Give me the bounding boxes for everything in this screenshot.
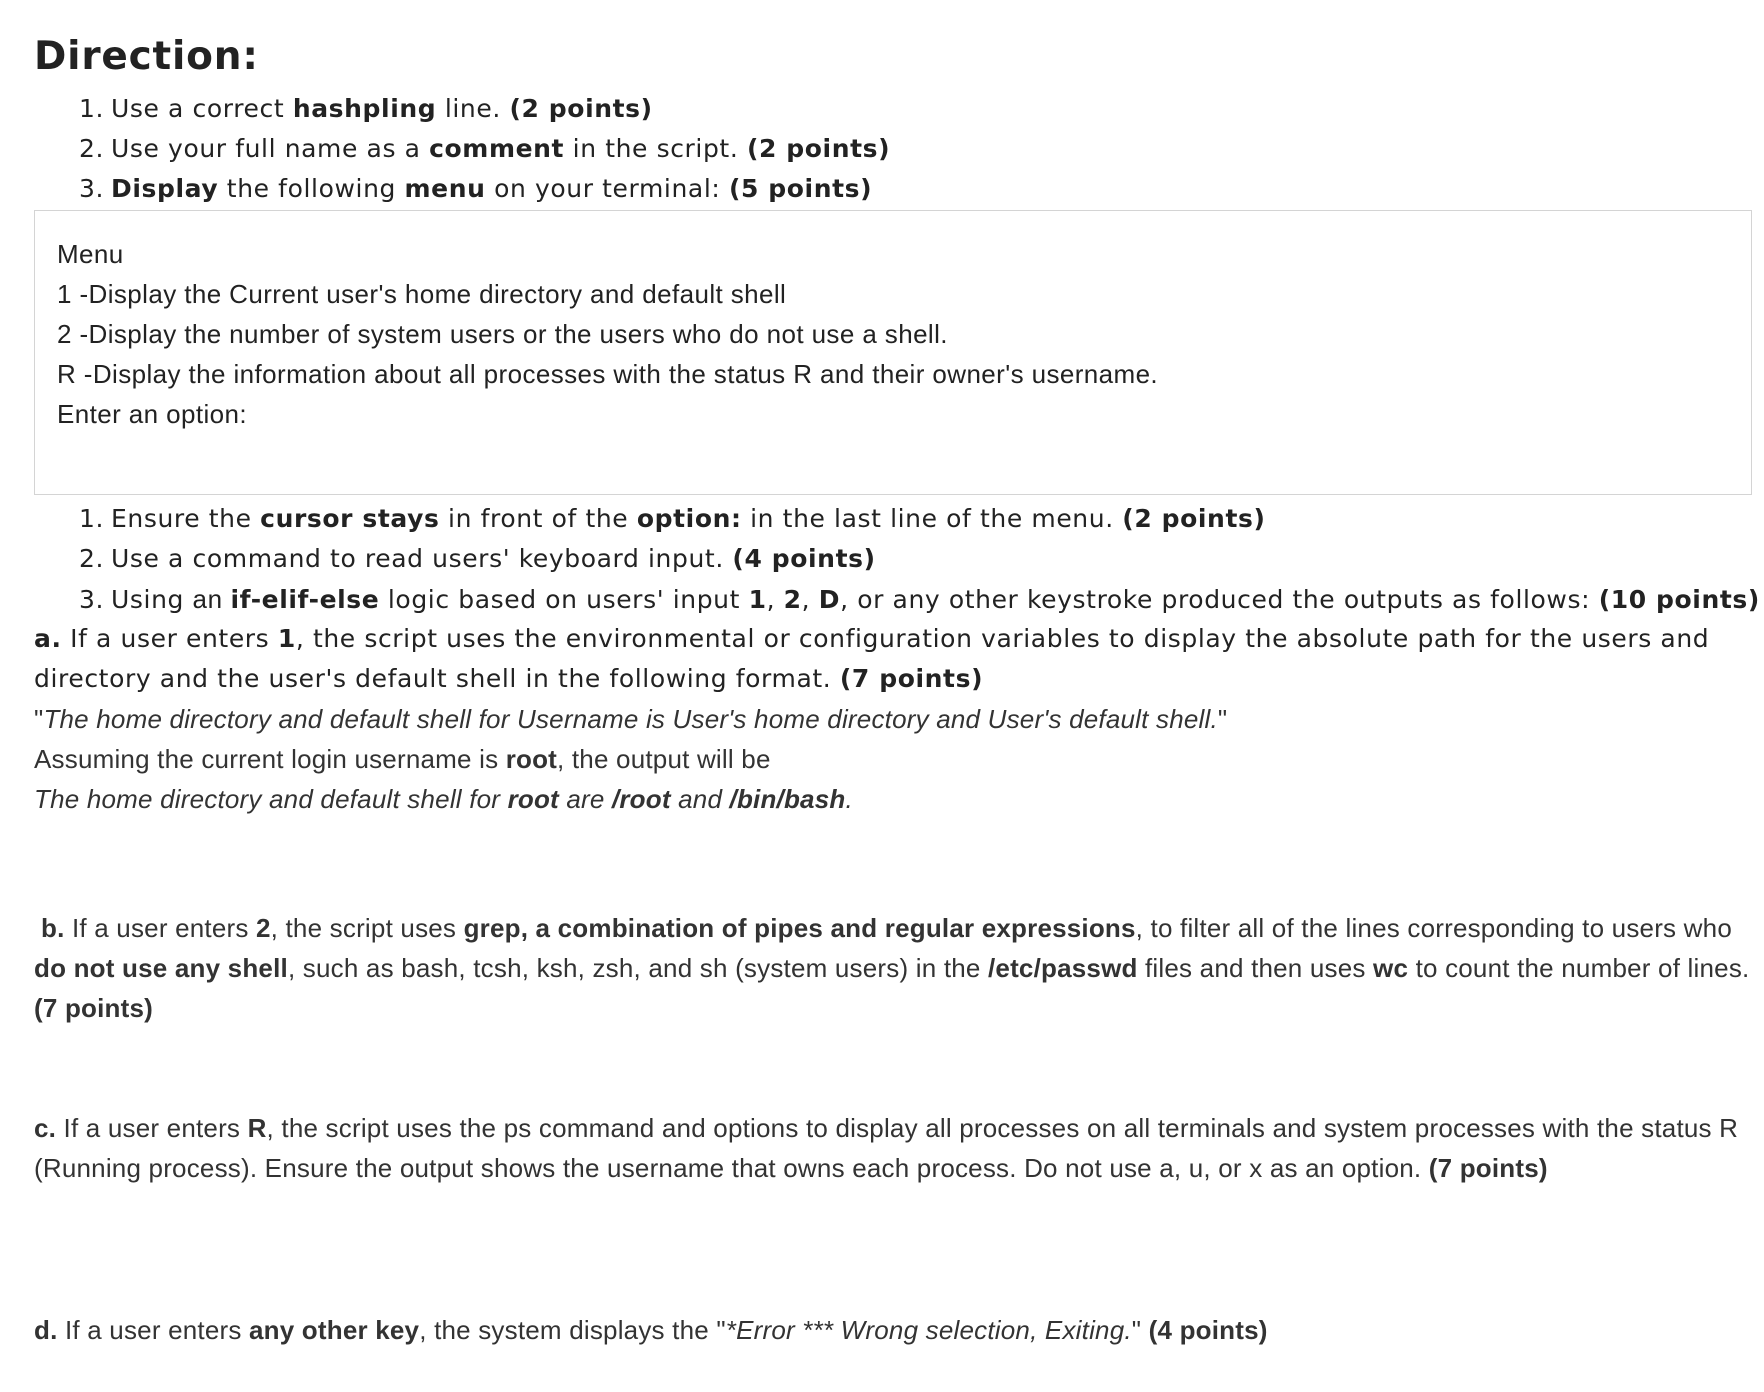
page-title: Direction: xyxy=(34,34,259,79)
part-b-line-1: b. If a user enters 2, the script uses grep, a combination of pipes and regular expressions, to filter all of the lines corresponding to users who xyxy=(41,913,1732,943)
menu-sample-box xyxy=(34,210,1752,495)
part-a-example-output: The home directory and default shell for root are /root and /bin/bash. xyxy=(34,784,853,814)
step-1-hashpling: 1. Use a correct hashpling line. (2 points) xyxy=(79,94,653,123)
part-a-format-quote: "The home directory and default shell for Username is User's home directory and User's default shell." xyxy=(34,704,1228,734)
part-c-line-1: c. If a user enters R, the script uses the ps command and options to display all processes on all terminals and system processes with the status R xyxy=(34,1113,1739,1143)
part-b-points: (7 points) xyxy=(34,993,153,1023)
menu-line-option-1: 1 -Display the Current user's home directory and default shell xyxy=(57,279,787,309)
menu-line-option-2: 2 -Display the number of system users or the users who do not use a shell. xyxy=(57,319,948,349)
part-d-line: d. If a user enters any other key, the system displays the "*Error *** Wrong selection, Exiting." (4 points) xyxy=(34,1315,1268,1345)
menu-line-option-r: R -Display the information about all processes with the status R and their owner's username. xyxy=(57,359,1159,389)
menu-line-prompt: Enter an option: xyxy=(57,399,247,429)
part-a-assumption: Assuming the current login username is root, the output will be xyxy=(34,744,771,774)
part-a-line-1: a. If a user enters 1, the script uses the environmental or configuration variables to display the absolute path for the users and xyxy=(34,624,1710,653)
step-if-elif-else: 3. Using an if-elif-else logic based on users' input 1, 2, D, or any other keystroke produced the outputs as follows: (10 points) xyxy=(79,584,1760,614)
part-c-line-2: (Running process). Ensure the output shows the username that owns each process. Do not use a, u, or x as an option. (7 points) xyxy=(34,1153,1548,1183)
step-2-comment: 2. Use your full name as a comment in the script. (2 points) xyxy=(79,134,891,163)
menu-line-title: Menu xyxy=(57,239,124,269)
step-read-input: 2. Use a command to read users' keyboard input. (4 points) xyxy=(79,544,876,573)
step-3-display-menu: 3. Display the following menu on your terminal: (5 points) xyxy=(79,174,873,203)
part-a-line-2: directory and the user's default shell in the following format. (7 points) xyxy=(34,664,984,693)
step-ensure-cursor: 1. Ensure the cursor stays in front of the option: in the last line of the menu. (2 points) xyxy=(79,504,1266,533)
part-b-line-2: do not use any shell, such as bash, tcsh, ksh, zsh, and sh (system users) in the /etc/passwd files and then uses wc to count the number of lines. xyxy=(34,953,1750,983)
